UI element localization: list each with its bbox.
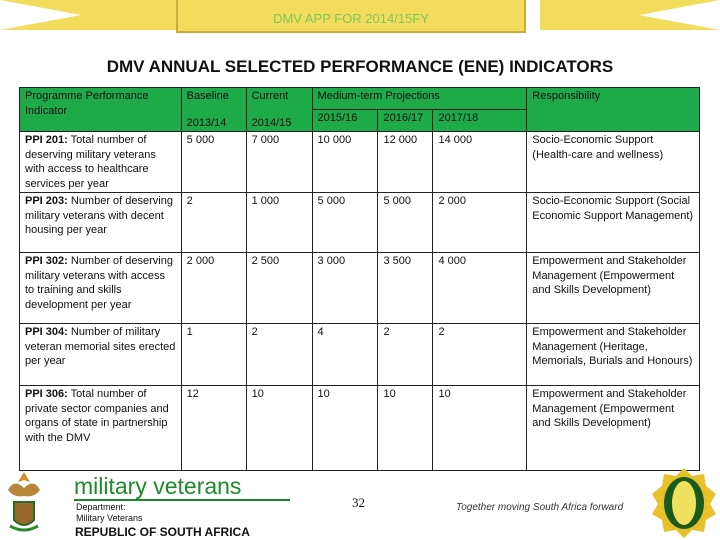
indicator-code: PPI 306: — [25, 388, 68, 400]
value-cell: 1 000 — [246, 193, 312, 253]
table-row — [20, 253, 700, 324]
indicator-cell — [20, 324, 182, 386]
responsibility-cell: Empowerment and Stakeholder Management (Empowerment and Skills Development) — [527, 253, 700, 324]
department-label — [76, 502, 143, 524]
indicator-code: PPI 302: — [25, 255, 68, 267]
value-cell: 10 — [378, 386, 433, 471]
header-baseline-year: 2013/14 — [186, 116, 227, 129]
header-year-3: 2017/18 — [433, 110, 527, 132]
dept-label: Department: — [76, 502, 126, 512]
header-current-year: 2014/15 — [251, 116, 292, 129]
value-cell: 10 000 — [312, 132, 378, 193]
dept-name: Military Veterans — [76, 513, 143, 523]
header-year-1: 2015/16 — [312, 110, 378, 132]
value-cell: 1 — [181, 324, 246, 386]
dmv-badge-logo — [652, 468, 716, 538]
responsibility-cell: Socio-Economic Support (Health-care and wellness) — [527, 132, 700, 193]
indicator-cell — [20, 132, 182, 193]
indicator-code: PPI 203: — [25, 195, 68, 207]
header-indicator: Programme Performance Indicator — [20, 88, 182, 132]
value-cell: 3 500 — [378, 253, 433, 324]
indicator-code: PPI 304: — [25, 326, 68, 338]
value-cell: 2 — [181, 193, 246, 253]
value-cell: 5 000 — [181, 132, 246, 193]
value-cell: 10 — [312, 386, 378, 471]
indicator-code: PPI 201: — [25, 134, 68, 146]
coat-of-arms-logo — [4, 468, 44, 536]
page-number: 32 — [352, 495, 365, 510]
value-cell: 5 000 — [312, 193, 378, 253]
banner-left-ribbon — [0, 0, 180, 30]
value-cell: 3 000 — [312, 253, 378, 324]
value-cell: 7 000 — [246, 132, 312, 193]
table-row — [20, 132, 700, 193]
page-title: DMV ANNUAL SELECTED PERFORMANCE (ENE) INDICATORS — [106, 57, 614, 76]
header-current-label: Current — [251, 90, 289, 102]
header-responsibility: Responsibility — [527, 88, 700, 132]
country-name: REPUBLIC OF SOUTH AFRICA — [75, 525, 250, 539]
value-cell: 2 — [378, 324, 433, 386]
table-row — [20, 193, 700, 253]
banner-right-ribbon — [540, 0, 720, 30]
responsibility-cell: Empowerment and Stakeholder Management (Heritage, Memorials, Burials and Honours) — [527, 324, 700, 386]
indicator-cell — [20, 386, 182, 471]
value-cell: 4 — [312, 324, 378, 386]
value-cell: 14 000 — [433, 132, 527, 193]
banner-title: DMV APP FOR 2014/15FY — [176, 0, 526, 33]
indicator-text: Number of deserving military veterans with decent housing per year — [25, 195, 173, 236]
indicators-table — [19, 87, 700, 471]
indicator-text: Total number of deserving military veterans with access to healthcare services per year — [25, 134, 156, 190]
indicator-text: Total number of private sector companies and organs of state in partnership with the DMV — [25, 388, 169, 444]
header-mtef: Medium-term Projections — [312, 88, 527, 110]
value-cell: 12 000 — [378, 132, 433, 193]
tagline: Together moving South Africa forward — [456, 502, 624, 513]
indicator-text: Number of military veteran memorial sites erected per year — [25, 326, 176, 367]
value-cell: 10 — [433, 386, 527, 471]
header-baseline — [181, 88, 246, 132]
value-cell: 10 — [246, 386, 312, 471]
table-header-row — [20, 88, 700, 110]
table-row — [20, 386, 700, 471]
responsibility-cell: Empowerment and Stakeholder Management (Empowerment and Skills Development) — [527, 386, 700, 471]
indicator-text: Number of deserving military veterans with access to training and skills development per year — [25, 255, 173, 311]
value-cell: 4 000 — [433, 253, 527, 324]
table-row — [20, 324, 700, 386]
brand-name: military veterans — [74, 473, 290, 501]
value-cell: 2 — [433, 324, 527, 386]
value-cell: 12 — [181, 386, 246, 471]
indicator-cell — [20, 193, 182, 253]
header-baseline-label: Baseline — [186, 90, 229, 102]
value-cell: 5 000 — [378, 193, 433, 253]
value-cell: 2 000 — [433, 193, 527, 253]
header-year-2: 2016/17 — [378, 110, 433, 132]
indicator-cell — [20, 253, 182, 324]
responsibility-cell: Socio-Economic Support (Social Economic Support Management) — [527, 193, 700, 253]
value-cell: 2 — [246, 324, 312, 386]
header-current — [246, 88, 312, 132]
value-cell: 2 000 — [181, 253, 246, 324]
value-cell: 2 500 — [246, 253, 312, 324]
